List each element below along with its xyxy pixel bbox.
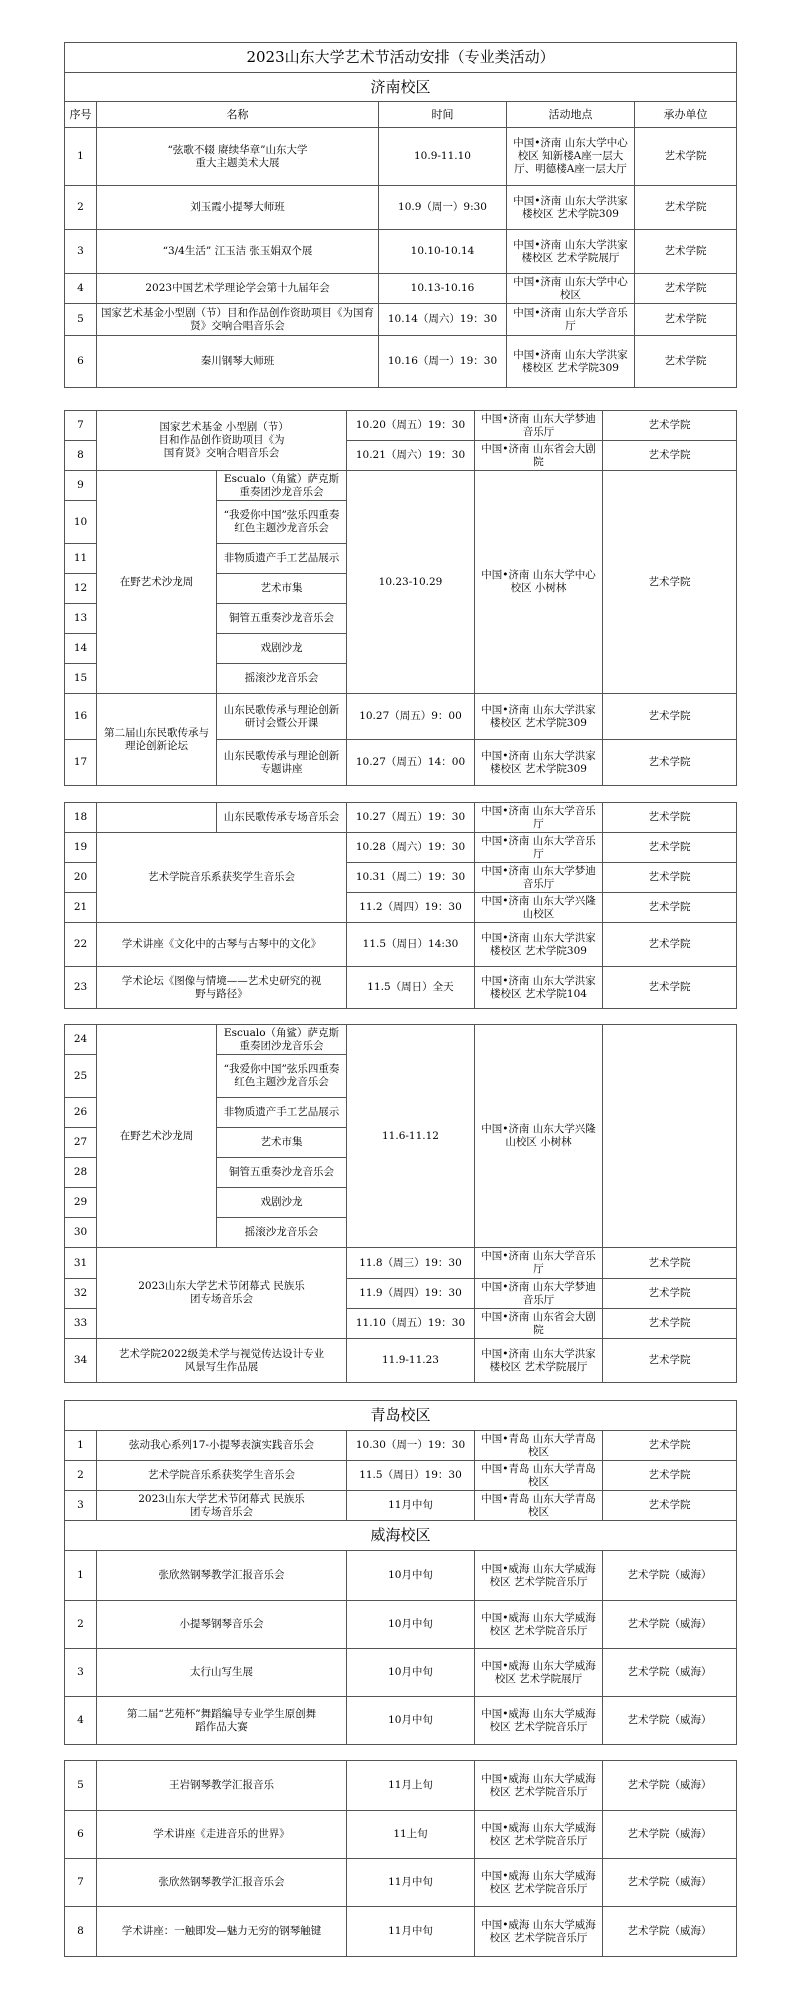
row-time: 10.16（周一）19：30 (379, 336, 507, 388)
row-no: 2 (65, 1461, 97, 1491)
table-row (65, 1431, 737, 1461)
row-no: 1 (65, 1431, 97, 1461)
row-no: 4 (65, 274, 97, 304)
table-row (65, 411, 737, 441)
row-place: 中国•威海 山东大学威海校区 艺术学院音乐厅 (475, 1697, 603, 1745)
row-org: 艺术学院 (603, 893, 737, 923)
row-org: 艺术学院 (603, 1309, 737, 1339)
row-org: 艺术学院（威海） (603, 1697, 737, 1745)
row-name: 学术讲座《文化中的古琴与古琴中的文化》 (97, 923, 347, 967)
row-no: 1 (65, 128, 97, 186)
row-time: 10.27（周五）9：00 (347, 694, 475, 740)
row-no: 22 (65, 923, 97, 967)
row-time: 10.30（周一）19：30 (347, 1431, 475, 1461)
row-time: 11上旬 (347, 1811, 475, 1859)
row-org: 艺术学院 (603, 833, 737, 863)
row-place: 中国•济南 山东省会大剧院 (475, 441, 603, 471)
row-time: 10.13-10.16 (379, 274, 507, 304)
row-no: 3 (65, 230, 97, 274)
table-row (65, 1811, 737, 1859)
table-row (65, 1649, 737, 1697)
row-place: 中国•威海 山东大学威海校区 艺术学院音乐厅 (475, 1811, 603, 1859)
row-place: 中国•济南 山东大学洪家楼校区 艺术学院309 (507, 336, 635, 388)
row-place: 中国•济南 山东大学中心校区 知新楼A座一层大厅、明德楼A座一层大厅 (507, 128, 635, 186)
row-place: 中国•济南 山东大学中心校区 小树林 (475, 471, 603, 694)
row-name: 刘玉霞小提琴大师班 (97, 186, 379, 230)
row-place: 中国•威海 山东大学威海校区 艺术学院音乐厅 (475, 1907, 603, 1957)
row-place: 中国•济南 山东大学兴隆山校区 (475, 893, 603, 923)
row-time: 10.9-11.10 (379, 128, 507, 186)
row-place: 中国•济南 山东大学洪家楼校区 艺术学院309 (475, 923, 603, 967)
header-row (65, 102, 737, 128)
table-row (65, 694, 737, 740)
salon-item: 戏剧沙龙 (217, 634, 347, 664)
row-no: 8 (65, 441, 97, 471)
row-no: 13 (65, 604, 97, 634)
row-org: 艺术学院（威海） (603, 1761, 737, 1811)
row-no: 21 (65, 893, 97, 923)
salon-week-name: 在野艺术沙龙周 (97, 1025, 217, 1248)
table-row (65, 1551, 737, 1601)
row-no: 4 (65, 1697, 97, 1745)
row-place: 中国•济南 山东大学洪家楼校区 艺术学院309 (475, 740, 603, 786)
row-time: 11.5（周日）全天 (347, 967, 475, 1009)
schedule-table-weihai-2 (64, 1760, 737, 1957)
row-org: 艺术学院 (603, 1491, 737, 1521)
table-row (65, 128, 737, 186)
row-org: 艺术学院 (635, 128, 737, 186)
table-row (65, 1697, 737, 1745)
row-place: 中国•济南 山东大学洪家楼校区 艺术学院展厅 (507, 230, 635, 274)
row-no: 24 (65, 1025, 97, 1055)
row-time: 11月中旬 (347, 1859, 475, 1907)
row-no: 28 (65, 1158, 97, 1188)
row-no: 1 (65, 1551, 97, 1601)
row-time: 10.10-10.14 (379, 230, 507, 274)
row-org: 艺术学院 (635, 336, 737, 388)
campus-heading-qingdao: 青岛校区 (65, 1401, 737, 1431)
row-no: 27 (65, 1128, 97, 1158)
row-org: 艺术学院（威海） (603, 1601, 737, 1649)
row-org: 艺术学院（威海） (603, 1551, 737, 1601)
header-name: 名称 (97, 102, 379, 128)
schedule-table-block-1 (64, 42, 737, 388)
row-name: 艺术学院音乐系获奖学生音乐会 (97, 833, 347, 923)
row-name: 2023山东大学艺术节闭幕式 民族乐团专场音乐会 (97, 1248, 347, 1339)
row-time: 10月中旬 (347, 1601, 475, 1649)
salon-item: “我爱你中国”弦乐四重奏红色主题沙龙音乐会 (217, 1055, 347, 1098)
campus-heading-weihai: 威海校区 (65, 1521, 737, 1551)
row-no: 31 (65, 1248, 97, 1279)
row-no: 17 (65, 740, 97, 786)
row-name: 王岩钢琴教学汇报音乐 (97, 1761, 347, 1811)
row-no: 5 (65, 1761, 97, 1811)
row-no: 6 (65, 336, 97, 388)
row-place: 中国•济南 山东大学音乐厅 (475, 1248, 603, 1279)
row-place: 中国•威海 山东大学威海校区 艺术学院音乐厅 (475, 1601, 603, 1649)
row-time: 11.5（周日）14:30 (347, 923, 475, 967)
row-no: 14 (65, 634, 97, 664)
header-no: 序号 (65, 102, 97, 128)
campus-row (65, 73, 737, 102)
salon-item: 非物质遗产手工艺品展示 (217, 544, 347, 574)
row-place: 中国•济南 山东大学梦迪音乐厅 (475, 863, 603, 893)
row-no: 26 (65, 1098, 97, 1128)
row-time: 11.10（周五）19：30 (347, 1309, 475, 1339)
schedule-table-block-2 (64, 410, 737, 786)
row-name: 小提琴钢琴音乐会 (97, 1601, 347, 1649)
row-place: 中国•济南 山东大学音乐厅 (475, 833, 603, 863)
row-name: 国家艺术基金 小型剧（节）目和作品创作资助项目《为国育贤》交响合唱音乐会 (97, 411, 347, 471)
row-time: 11.9-11.23 (347, 1339, 475, 1383)
row-time: 10.27（周五）14：00 (347, 740, 475, 786)
header-org: 承办单位 (635, 102, 737, 128)
row-time: 11.6-11.12 (347, 1025, 475, 1248)
row-org: 艺术学院 (635, 230, 737, 274)
salon-item: Escualo（角鲨）萨克斯重奏团沙龙音乐会 (217, 1025, 347, 1055)
table-row (65, 1907, 737, 1957)
row-place: 中国•威海 山东大学威海校区 艺术学院音乐厅 (475, 1551, 603, 1601)
row-time: 11月中旬 (347, 1907, 475, 1957)
row-place: 中国•青岛 山东大学青岛校区 (475, 1431, 603, 1461)
row-name: 张欣然钢琴教学汇报音乐会 (97, 1551, 347, 1601)
row-org: 艺术学院 (603, 1279, 737, 1309)
row-org: 艺术学院 (603, 471, 737, 694)
row-org: 艺术学院 (635, 274, 737, 304)
row-no: 2 (65, 186, 97, 230)
row-name: “3/4生活” 江玉洁 张玉娟双个展 (97, 230, 379, 274)
row-time: 11月中旬 (347, 1491, 475, 1521)
row-time: 11月上旬 (347, 1761, 475, 1811)
table-row (65, 833, 737, 863)
page-title: 2023山东大学艺术节活动安排（专业类活动） (65, 43, 737, 73)
row-no: 25 (65, 1055, 97, 1098)
salon-item: 非物质遗产手工艺品展示 (217, 1098, 347, 1128)
row-name: 秦川钢琴大师班 (97, 336, 379, 388)
salon-item: Escualo（角鲨）萨克斯重奏团沙龙音乐会 (217, 471, 347, 501)
row-no: 20 (65, 863, 97, 893)
row-org: 艺术学院（威海） (603, 1859, 737, 1907)
salon-item: 艺术市集 (217, 574, 347, 604)
row-org: 艺术学院 (603, 863, 737, 893)
table-row (65, 471, 737, 501)
row-name: 艺术学院音乐系获奖学生音乐会 (97, 1461, 347, 1491)
row-org: 艺术学院 (603, 1461, 737, 1491)
row-no: 9 (65, 471, 97, 501)
row-no: 29 (65, 1188, 97, 1218)
row-place: 中国•济南 山东大学洪家楼校区 艺术学院104 (475, 967, 603, 1009)
salon-item: 摇滚沙龙音乐会 (217, 664, 347, 694)
header-place: 活动地点 (507, 102, 635, 128)
row-place: 中国•济南 山东大学音乐厅 (475, 803, 603, 833)
row-no: 7 (65, 1859, 97, 1907)
row-name: “弦歌不辍 赓续华章”山东大学重大主题美术大展 (97, 128, 379, 186)
row-place: 中国•济南 山东大学梦迪音乐厅 (475, 1279, 603, 1309)
row-no: 2 (65, 1601, 97, 1649)
row-no: 8 (65, 1907, 97, 1957)
row-time: 10月中旬 (347, 1697, 475, 1745)
row-org: 艺术学院 (603, 923, 737, 967)
table-row (65, 230, 737, 274)
schedule-table-block-4 (64, 1024, 737, 1383)
row-org: 艺术学院（威海） (603, 1649, 737, 1697)
table-row (65, 1248, 737, 1279)
salon-item: 艺术市集 (217, 1128, 347, 1158)
table-row (65, 1025, 737, 1055)
row-name: 山东民歌传承专场音乐会 (217, 803, 347, 833)
row-no: 19 (65, 833, 97, 863)
row-org: 艺术学院（威海） (603, 1811, 737, 1859)
row-no: 15 (65, 664, 97, 694)
row-place: 中国•威海 山东大学威海校区 艺术学院展厅 (475, 1649, 603, 1697)
table-row (65, 803, 737, 833)
row-org: 艺术学院 (603, 441, 737, 471)
row-no: 3 (65, 1491, 97, 1521)
row-name: 艺术学院2022级美术学与视觉传达设计专业风景写生作品展 (97, 1339, 347, 1383)
empty-cell (97, 803, 217, 833)
row-no: 11 (65, 544, 97, 574)
row-no: 5 (65, 304, 97, 336)
header-time: 时间 (379, 102, 507, 128)
row-org: 艺术学院 (635, 186, 737, 230)
row-place: 中国•威海 山东大学威海校区 艺术学院音乐厅 (475, 1859, 603, 1907)
row-time: 10.28（周六）19：30 (347, 833, 475, 863)
row-org: 艺术学院 (603, 1431, 737, 1461)
row-name: 学术讲座：一触即发—魅力无穷的钢琴触键 (97, 1907, 347, 1957)
empty-cell (603, 1025, 737, 1248)
row-org: 艺术学院 (603, 694, 737, 740)
row-no: 7 (65, 411, 97, 441)
row-name: 山东民歌传承与理论创新专题讲座 (217, 740, 347, 786)
row-no: 6 (65, 1811, 97, 1859)
table-row (65, 274, 737, 304)
table-row (65, 304, 737, 336)
forum-name: 第二届山东民歌传承与理论创新论坛 (97, 694, 217, 786)
schedule-table-qingdao-weihai (64, 1400, 737, 1745)
table-row (65, 923, 737, 967)
row-place: 中国•济南 山东大学洪家楼校区 艺术学院展厅 (475, 1339, 603, 1383)
table-row (65, 1859, 737, 1907)
table-row (65, 967, 737, 1009)
row-org: 艺术学院 (603, 803, 737, 833)
row-no: 34 (65, 1339, 97, 1383)
row-name: 弦动我心系列17-小提琴表演实践音乐会 (97, 1431, 347, 1461)
row-time: 10月中旬 (347, 1649, 475, 1697)
row-name: 张欣然钢琴教学汇报音乐会 (97, 1859, 347, 1907)
row-no: 16 (65, 694, 97, 740)
salon-week-name: 在野艺术沙龙周 (97, 471, 217, 694)
row-place: 中国•济南 山东大学中心校区 (507, 274, 635, 304)
row-name: 太行山写生展 (97, 1649, 347, 1697)
row-place: 中国•济南 山东大学洪家楼校区 艺术学院309 (507, 186, 635, 230)
salon-item: 摇滚沙龙音乐会 (217, 1218, 347, 1248)
row-time: 11.5（周日）19：30 (347, 1461, 475, 1491)
row-name: 2023中国艺术学理论学会第十九届年会 (97, 274, 379, 304)
salon-item: “我爱你中国”弦乐四重奏红色主题沙龙音乐会 (217, 501, 347, 544)
row-time: 11.2（周四）19：30 (347, 893, 475, 923)
row-name: 国家艺术基金小型剧（节）目和作品创作资助项目《为国育贤》交响合唱音乐会 (97, 304, 379, 336)
row-no: 33 (65, 1309, 97, 1339)
row-no: 30 (65, 1218, 97, 1248)
table-row (65, 1761, 737, 1811)
row-no: 32 (65, 1279, 97, 1309)
table-row (65, 186, 737, 230)
row-time: 10.14（周六）19：30 (379, 304, 507, 336)
row-place: 中国•济南 山东大学兴隆山校区 小树林 (475, 1025, 603, 1248)
row-place: 中国•威海 山东大学威海校区 艺术学院音乐厅 (475, 1761, 603, 1811)
row-org: 艺术学院 (603, 411, 737, 441)
row-name: 2023山东大学艺术节闭幕式 民族乐团专场音乐会 (97, 1491, 347, 1521)
row-time: 10.20（周五）19：30 (347, 411, 475, 441)
row-no: 12 (65, 574, 97, 604)
salon-item: 戏剧沙龙 (217, 1188, 347, 1218)
row-name: 第二届“艺苑杯”舞蹈编导专业学生原创舞蹈作品大赛 (97, 1697, 347, 1745)
row-no: 10 (65, 501, 97, 544)
row-org: 艺术学院 (603, 1248, 737, 1279)
table-row (65, 336, 737, 388)
row-time: 11.9（周四）19：30 (347, 1279, 475, 1309)
row-org: 艺术学院 (603, 967, 737, 1009)
campus-row (65, 1401, 737, 1431)
row-org: 艺术学院（威海） (603, 1907, 737, 1957)
campus-row (65, 1521, 737, 1551)
table-row (65, 1461, 737, 1491)
table-row (65, 1339, 737, 1383)
row-place: 中国•济南 山东大学梦迪音乐厅 (475, 411, 603, 441)
row-org: 艺术学院 (603, 740, 737, 786)
row-org: 艺术学院 (635, 304, 737, 336)
row-time: 11.8（周三）19：30 (347, 1248, 475, 1279)
row-time: 10.23-10.29 (347, 471, 475, 694)
row-place: 中国•青岛 山东大学青岛校区 (475, 1461, 603, 1491)
row-time: 10.9（周一）9:30 (379, 186, 507, 230)
salon-item: 铜管五重奏沙龙音乐会 (217, 604, 347, 634)
row-time: 10.27（周五）19：30 (347, 803, 475, 833)
row-place: 中国•青岛 山东大学青岛校区 (475, 1491, 603, 1521)
row-name: 山东民歌传承与理论创新研讨会暨公开课 (217, 694, 347, 740)
row-place: 中国•济南 山东大学洪家楼校区 艺术学院309 (475, 694, 603, 740)
row-no: 18 (65, 803, 97, 833)
table-row (65, 1601, 737, 1649)
schedule-table-block-3 (64, 802, 737, 1009)
salon-item: 铜管五重奏沙龙音乐会 (217, 1158, 347, 1188)
table-row (65, 1491, 737, 1521)
row-place: 中国•济南 山东大学音乐厅 (507, 304, 635, 336)
row-place: 中国•济南 山东省会大剧院 (475, 1309, 603, 1339)
campus-heading-jinan: 济南校区 (65, 73, 737, 102)
row-org: 艺术学院 (603, 1339, 737, 1383)
row-no: 23 (65, 967, 97, 1009)
row-time: 10.31（周二）19：30 (347, 863, 475, 893)
row-time: 10.21（周六）19：30 (347, 441, 475, 471)
title-row (65, 43, 737, 73)
row-name: 学术讲座《走进音乐的世界》 (97, 1811, 347, 1859)
row-name: 学术论坛《图像与情境——艺术史研究的视野与路径》 (97, 967, 347, 1009)
row-no: 3 (65, 1649, 97, 1697)
row-time: 10月中旬 (347, 1551, 475, 1601)
